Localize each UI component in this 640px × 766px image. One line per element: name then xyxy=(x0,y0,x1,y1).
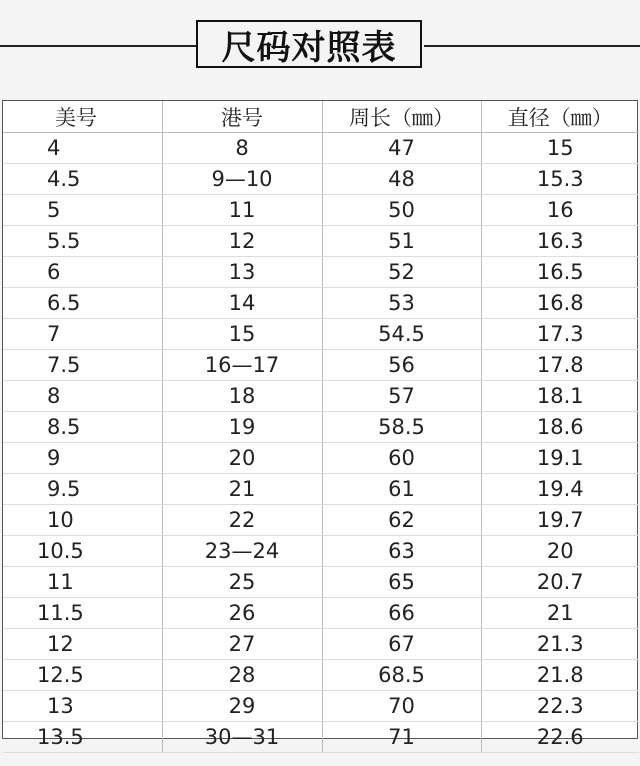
circumference-cell: 60 xyxy=(322,443,481,474)
us-size-cell: 12.5 xyxy=(3,660,162,691)
size-table xyxy=(3,101,639,753)
hk-size-cell: 11 xyxy=(162,195,322,226)
table-header-row xyxy=(3,101,639,133)
table-row xyxy=(3,691,639,722)
us-size-cell: 8.5 xyxy=(3,412,162,443)
table-row xyxy=(3,505,639,536)
us-size-cell: 4.5 xyxy=(3,164,162,195)
us-size-cell: 7.5 xyxy=(3,350,162,381)
header-diameter: 直径（㎜） xyxy=(481,101,639,133)
table-row xyxy=(3,629,639,660)
circumference-cell: 52 xyxy=(322,257,481,288)
table-row xyxy=(3,660,639,691)
hk-size-cell: 8 xyxy=(162,133,322,164)
hk-size-cell: 15 xyxy=(162,319,322,350)
circumference-cell: 57 xyxy=(322,381,481,412)
header-us-size: 美号 xyxy=(3,101,162,133)
diameter-cell: 20.7 xyxy=(481,567,639,598)
hk-size-cell: 19 xyxy=(162,412,322,443)
circumference-cell: 48 xyxy=(322,164,481,195)
circumference-cell: 53 xyxy=(322,288,481,319)
hk-size-cell: 14 xyxy=(162,288,322,319)
table-row xyxy=(3,226,639,257)
diameter-cell: 22.3 xyxy=(481,691,639,722)
hk-size-cell: 23—24 xyxy=(162,536,322,567)
circumference-cell: 63 xyxy=(322,536,481,567)
hk-size-cell: 22 xyxy=(162,505,322,536)
circumference-cell: 62 xyxy=(322,505,481,536)
diameter-cell: 16.8 xyxy=(481,288,639,319)
diameter-cell: 21.3 xyxy=(481,629,639,660)
diameter-cell: 16.5 xyxy=(481,257,639,288)
diameter-cell: 16 xyxy=(481,195,639,226)
us-size-cell: 13.5 xyxy=(3,722,162,753)
hk-size-cell: 16—17 xyxy=(162,350,322,381)
hk-size-cell: 12 xyxy=(162,226,322,257)
hk-size-cell: 18 xyxy=(162,381,322,412)
table-row xyxy=(3,443,639,474)
diameter-cell: 16.3 xyxy=(481,226,639,257)
hk-size-cell: 27 xyxy=(162,629,322,660)
hk-size-cell: 9—10 xyxy=(162,164,322,195)
circumference-cell: 71 xyxy=(322,722,481,753)
table-row xyxy=(3,257,639,288)
diameter-cell: 21.8 xyxy=(481,660,639,691)
table-row xyxy=(3,598,639,629)
us-size-cell: 7 xyxy=(3,319,162,350)
hk-size-cell: 29 xyxy=(162,691,322,722)
table-row xyxy=(3,164,639,195)
us-size-cell: 8 xyxy=(3,381,162,412)
circumference-cell: 54.5 xyxy=(322,319,481,350)
table-row xyxy=(3,381,639,412)
table-row xyxy=(3,288,639,319)
circumference-cell: 51 xyxy=(322,226,481,257)
hk-size-cell: 13 xyxy=(162,257,322,288)
table-row xyxy=(3,133,639,164)
diameter-cell: 15 xyxy=(481,133,639,164)
header-circumference: 周长（㎜） xyxy=(322,101,481,133)
us-size-cell: 4 xyxy=(3,133,162,164)
hk-size-cell: 28 xyxy=(162,660,322,691)
header-hk-size: 港号 xyxy=(162,101,322,133)
page-title: 尺码对照表 xyxy=(196,20,422,68)
us-size-cell: 5.5 xyxy=(3,226,162,257)
diameter-cell: 20 xyxy=(481,536,639,567)
us-size-cell: 10 xyxy=(3,505,162,536)
table-row xyxy=(3,474,639,505)
circumference-cell: 70 xyxy=(322,691,481,722)
diameter-cell: 17.8 xyxy=(481,350,639,381)
hk-size-cell: 30—31 xyxy=(162,722,322,753)
circumference-cell: 58.5 xyxy=(322,412,481,443)
hk-size-cell: 25 xyxy=(162,567,322,598)
circumference-cell: 56 xyxy=(322,350,481,381)
table-row xyxy=(3,350,639,381)
size-table-container xyxy=(2,100,638,749)
table-body xyxy=(3,133,639,753)
us-size-cell: 5 xyxy=(3,195,162,226)
us-size-cell: 13 xyxy=(3,691,162,722)
diameter-cell: 19.4 xyxy=(481,474,639,505)
us-size-cell: 6 xyxy=(3,257,162,288)
us-size-cell: 11 xyxy=(3,567,162,598)
diameter-cell: 19.1 xyxy=(481,443,639,474)
us-size-cell: 11.5 xyxy=(3,598,162,629)
diameter-cell: 22.6 xyxy=(481,722,639,753)
title-rule-right xyxy=(424,45,640,47)
circumference-cell: 67 xyxy=(322,629,481,660)
table-row xyxy=(3,319,639,350)
hk-size-cell: 21 xyxy=(162,474,322,505)
us-size-cell: 10.5 xyxy=(3,536,162,567)
diameter-cell: 17.3 xyxy=(481,319,639,350)
circumference-cell: 65 xyxy=(322,567,481,598)
diameter-cell: 19.7 xyxy=(481,505,639,536)
title-rule-left xyxy=(0,45,196,47)
hk-size-cell: 26 xyxy=(162,598,322,629)
hk-size-cell: 20 xyxy=(162,443,322,474)
diameter-cell: 18.6 xyxy=(481,412,639,443)
table-row xyxy=(3,722,639,753)
circumference-cell: 68.5 xyxy=(322,660,481,691)
diameter-cell: 15.3 xyxy=(481,164,639,195)
us-size-cell: 9.5 xyxy=(3,474,162,505)
table-row xyxy=(3,567,639,598)
us-size-cell: 9 xyxy=(3,443,162,474)
table-row xyxy=(3,412,639,443)
circumference-cell: 47 xyxy=(322,133,481,164)
us-size-cell: 6.5 xyxy=(3,288,162,319)
diameter-cell: 21 xyxy=(481,598,639,629)
circumference-cell: 61 xyxy=(322,474,481,505)
diameter-cell: 18.1 xyxy=(481,381,639,412)
circumference-cell: 66 xyxy=(322,598,481,629)
us-size-cell: 12 xyxy=(3,629,162,660)
circumference-cell: 50 xyxy=(322,195,481,226)
table-row xyxy=(3,195,639,226)
table-row xyxy=(3,536,639,567)
